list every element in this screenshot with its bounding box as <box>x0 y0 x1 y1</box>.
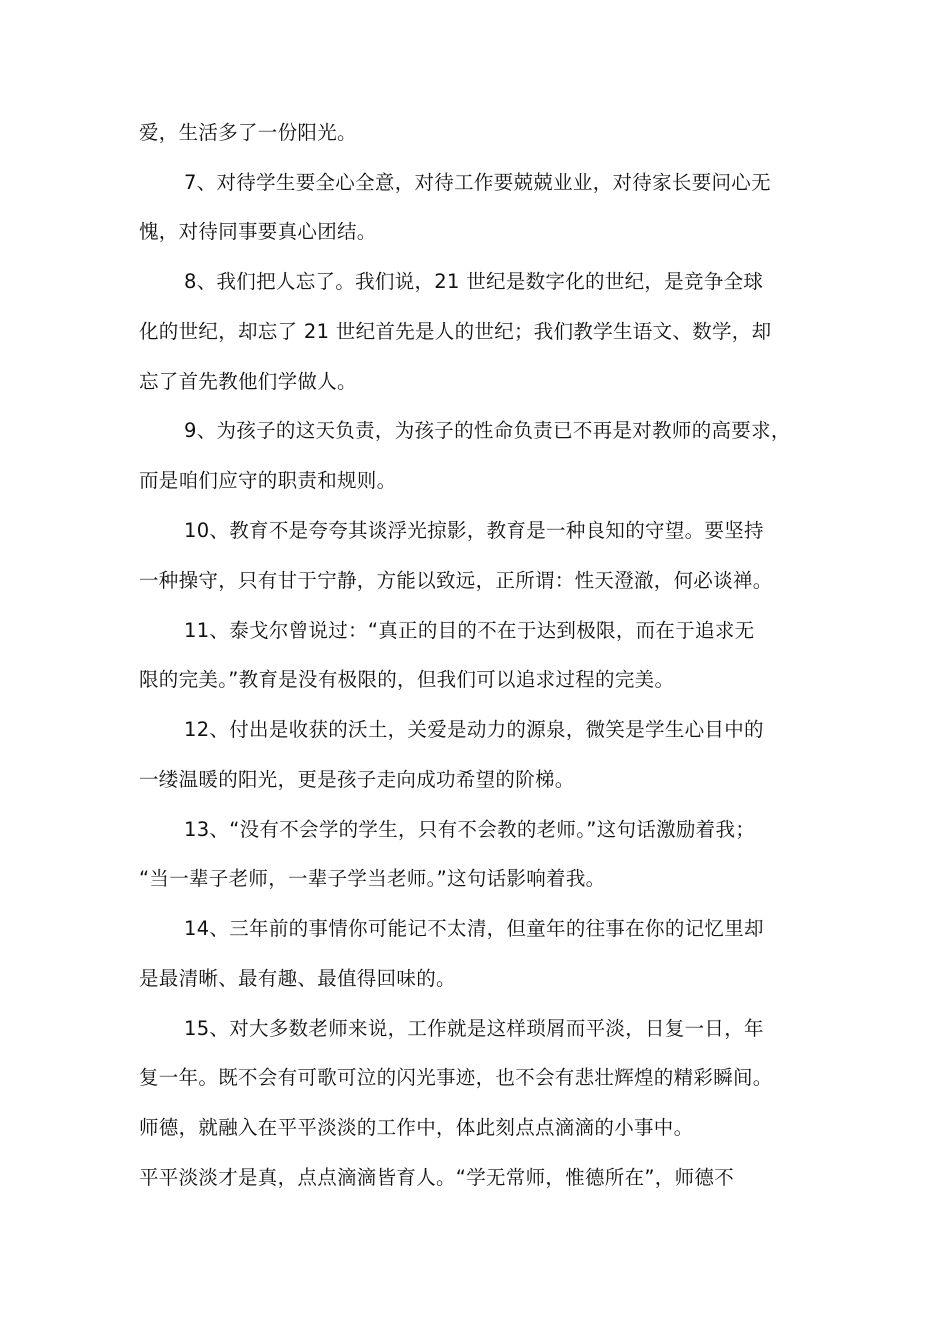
text-line-14: 一缕温暖的阳光，更是孩子走向成功希望的阶梯。 <box>139 768 575 791</box>
text-line-5: 化的世纪，却忘了 21 世纪首先是人的世纪；我们教学生语文、数学，却 <box>139 320 772 343</box>
text-line-1: 爱，生活多了一份阳光。 <box>139 121 357 144</box>
text-line-2: 7、对待学生要全心全意，对待工作要兢兢业业，对待家长要问心无 <box>184 171 771 194</box>
text-line-20: 复一年。既不会有可歌可泣的闪光事迹，也不会有悲壮辉煌的精彩瞬间。 <box>139 1066 773 1089</box>
text-line-21: 师德，就融入在平平淡淡的工作中，体此刻点点滴滴的小事中。 <box>139 1116 694 1139</box>
text-line-9: 10、教育不是夸夸其谈浮光掠影，教育是一种良知的守望。要坚持 <box>184 519 764 542</box>
text-line-22: 平平淡淡才是真，点点滴滴皆育人。“学无常师，惟德所在”，师德不 <box>139 1166 735 1189</box>
text-line-10: 一种操守，只有甘于宁静，方能以致远，正所谓：性天澄澈，何必谈禅。 <box>139 569 773 592</box>
text-line-13: 12、付出是收获的沃土，关爱是动力的源泉，微笑是学生心目中的 <box>184 718 764 741</box>
text-line-8: 而是咱们应守的职责和规则。 <box>139 469 397 492</box>
text-line-7: 9、为孩子的这天负责，为孩子的性命负责已不再是对教师的高要求， <box>184 419 791 442</box>
text-line-12: 限的完美。”教育是没有极限的，但我们可以追求过程的完美。 <box>139 668 675 691</box>
text-line-16: “当一辈子老师，一辈子学当老师。”这句话影响着我。 <box>139 867 606 890</box>
text-line-3: 愧，对待同事要真心团结。 <box>139 220 377 243</box>
text-line-4: 8、我们把人忘了。我们说，21 世纪是数字化的世纪，是竞争全球 <box>184 270 764 293</box>
text-line-6: 忘了首先教他们学做人。 <box>139 370 357 393</box>
text-line-11: 11、泰戈尔曾说过：“真正的目的不在于达到极限，而在于追求无 <box>184 619 755 642</box>
text-line-17: 14、三年前的事情你可能记不太清，但童年的往事在你的记忆里却 <box>184 917 764 940</box>
text-line-18: 是最清晰、最有趣、最值得回味的。 <box>139 967 456 990</box>
text-line-15: 13、“没有不会学的学生，只有不会教的老师。”这句话激励着我； <box>184 818 756 841</box>
text-line-19: 15、对大多数老师来说，工作就是这样琐屑而平淡，日复一日，年 <box>184 1017 764 1040</box>
